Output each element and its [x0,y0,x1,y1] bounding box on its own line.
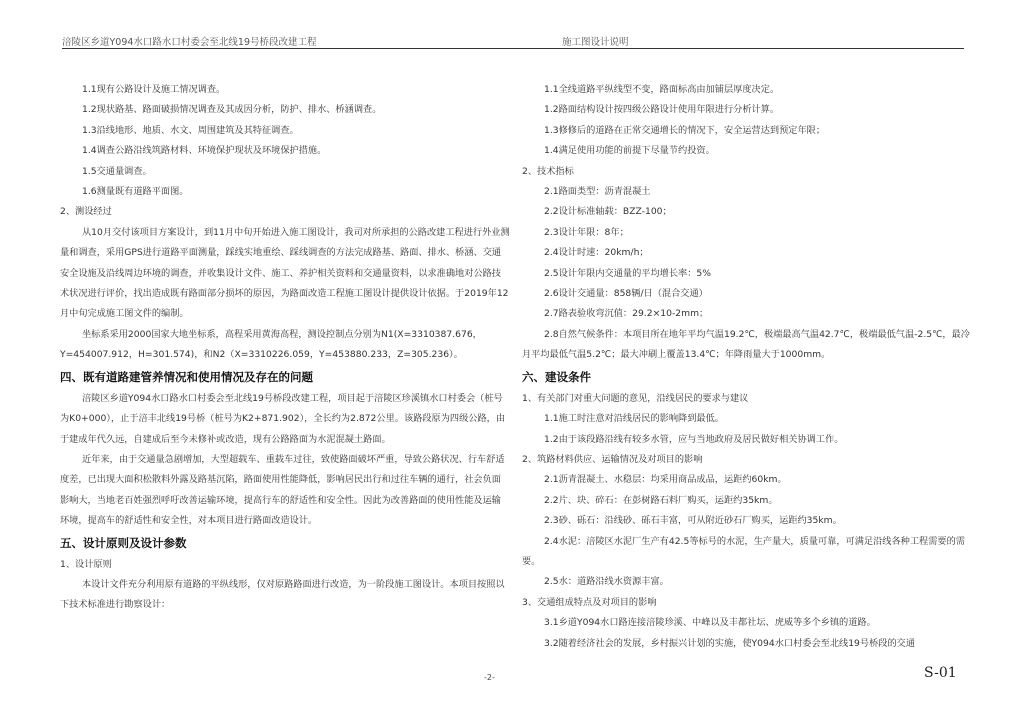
principle-paragraph: 本设计文件充分利用原有道路的平纵线形，仅对原路路面进行改造，为一阶段施工图设计。本项目按照以下技术标准进行勘察设计： [60,578,505,611]
list-item: 2.3设计年限：8年； [544,226,629,238]
document-title: 施工图设计说明 [562,37,629,48]
subheading-survey: 2、测设经过 [60,206,112,218]
subheading-materials: 2、筑路材料供应、运输情况及对项目的影响 [522,453,703,465]
list-item: 3.2随着经济社会的发展，乡村振兴计划的实施，使Y094水口村委会至北线19号桥段的交通 [544,637,916,649]
list-item: 2.1沥青混凝土、水稳层：均采用商品成品，运距约60km。 [544,474,787,486]
climate-paragraph: 2.8自然气候条件：本项目所在地年平均气温19.2℃，极端最高气温42.7℃，极端最低气温-2.5℃，最冷月平均最低气温5.2℃；最大冲刷上覆盖13.4℃；年降雨量大于1000mm。 [522,328,970,361]
sheet-code: S-01 [924,665,957,681]
section4-paragraph-2: 近年来，由于交通量急剧增加，大型超载车、重载车过往，致使路面破坏严重，导致公路状况、行车舒适度差，已出现大面积松散料外露及路基沉陷，路面使用性能降低，影响居民出行和过往车辆的通行，社会负面影响大，当地老百姓强烈呼吁改善运输环境，提高行车的舒适性和安全性。因此为改善路面的使用性能及运输环境，提高车的舒适性和安全性，对本项目进行路面改造设计。 [60,453,505,527]
list-item: 1.2由于该段路沿线有较多水管，应与当地政府及居民做好相关协调工作。 [544,433,844,445]
list-item: 2.2设计标准轴载：BZZ-100； [544,206,672,218]
subheading-traffic: 3、交通组成特点及对项目的影响 [522,596,657,608]
list-item: 2.4设计时速：20km/h； [544,247,649,259]
list-item: 1.6测量既有道路平面图。 [82,186,189,198]
list-item: 1.3修修后的道路在正常交通增长的情况下，安全运营达到预定年限； [544,124,826,136]
list-item: 1.2路面结构设计按四级公路设计使用年限进行分析计算。 [544,104,780,116]
section-heading-5: 五、设计原则及设计参数 [60,535,187,550]
right-column [522,80,974,654]
coordinate-paragraph: 坐标系采用2000国家大地坐标系，高程采用黄海高程，测设控制点分别为N1(X=3310387.676，Y=454007.912，H=301.574)，和N2（X=3310226.059，Y=453880.233，Z=305.236）。 [60,328,482,361]
list-item: 3.1乡道Y094水口路连接涪陵珍溪、中峰以及丰都社坛、虎威等多个乡镇的道路。 [544,617,876,629]
list-item: 1.4满足使用功能的前提下尽量节约投资。 [544,145,715,157]
cement-paragraph: 2.4水泥：涪陵区水泥厂生产有42.5等标号的水泥，生产量大，质量可靠，可满足沿线各种工程需要的需要。 [522,535,965,567]
section-heading-6: 六、建设条件 [522,369,591,384]
list-item: 2.5设计年限内交通量的平均增长率：5% [544,267,711,279]
left-column [60,80,510,616]
list-item: 1.5交通量调查。 [82,165,152,177]
list-item: 1.2现状路基、路面破损情况调查及其成因分析，防护、排水、桥涵调查。 [82,104,382,116]
list-item: 2.7路表验收弯沉值：29.2×10-2mm； [544,308,709,320]
page-number: -2- [484,673,495,682]
list-item: 2.2片、块、碎石：在彭树路石料厂购买，运距约35km。 [544,494,778,506]
list-item: 2.5水：道路沿线水资源丰富。 [544,576,669,588]
list-item: 1.1施工时注意对沿线居民的影响降到最低。 [544,413,724,425]
list-item: 2.6设计交通量：858辆/日（混合交通） [544,288,708,300]
section-heading-4: 四、既有道路建管养情况和使用情况及存在的问题 [60,369,313,384]
list-item: 1.4调查公路沿线筑路材料、环境保护现状及环境保护措施。 [82,145,327,157]
list-item: 1.1现有公路设计及施工情况调查。 [82,84,226,95]
subheading-principle: 1、设计原则 [60,558,112,570]
list-item: 2.3砂、砾石：沿线砂、砾石丰富，可从附近砂石厂购买，运距约35km。 [544,515,842,527]
subheading-tech: 2、技术指标 [522,165,574,177]
list-item: 1.3沿线地形、地质、水文、周围建筑及其特征调查。 [82,124,299,136]
section4-paragraph-1: 涪陵区乡道Y094水口路水口村委会至北线19号桥段改建工程，项目起于涪陵区珍溪镇水口村委会（桩号为K0+000），止于涪丰北线19号桥（桩号为K2+871.902），全长约为2.872公里。该路段原为四级公路，由于建成年代久远，自建成后至今未修补或改造，现有公路路面为水泥混凝土路面。 [60,392,506,445]
page-header [62,34,964,48]
list-item: 1.1全线道路平纵线型不变，路面标高由加铺层厚度决定。 [544,84,780,95]
header-rule [62,48,964,49]
list-item: 2.1路面类型：沥青混凝土 [544,186,651,198]
project-title: 涪陵区乡道Y094水口路水口村委会至北线19号桥段改建工程 [62,37,317,48]
survey-paragraph: 从10月交付该项目方案设计，到11月中旬开始进入施工图设计，我司对所承担的公路改建工程进行外业测量和调查，采用GPS进行道路平面测量，踩线实地重绘、踩线调查的方法完成路基、路面、排水、桥涵、交通安全设施及沿线周边环境的调查，并收集设计文件、施工、养护相关资料和交通量资料，以求准确地对公路技术状况进行评价，找出造成既有路面部分损坏的原因，为路面改造工程施工图设计提供设计依据。于2019年12月中旬完成施工图文件的编制。 [60,226,510,320]
subheading-dept: 1、有关部门对重大问题的意见，沿线居民的要求与建议 [522,392,749,404]
